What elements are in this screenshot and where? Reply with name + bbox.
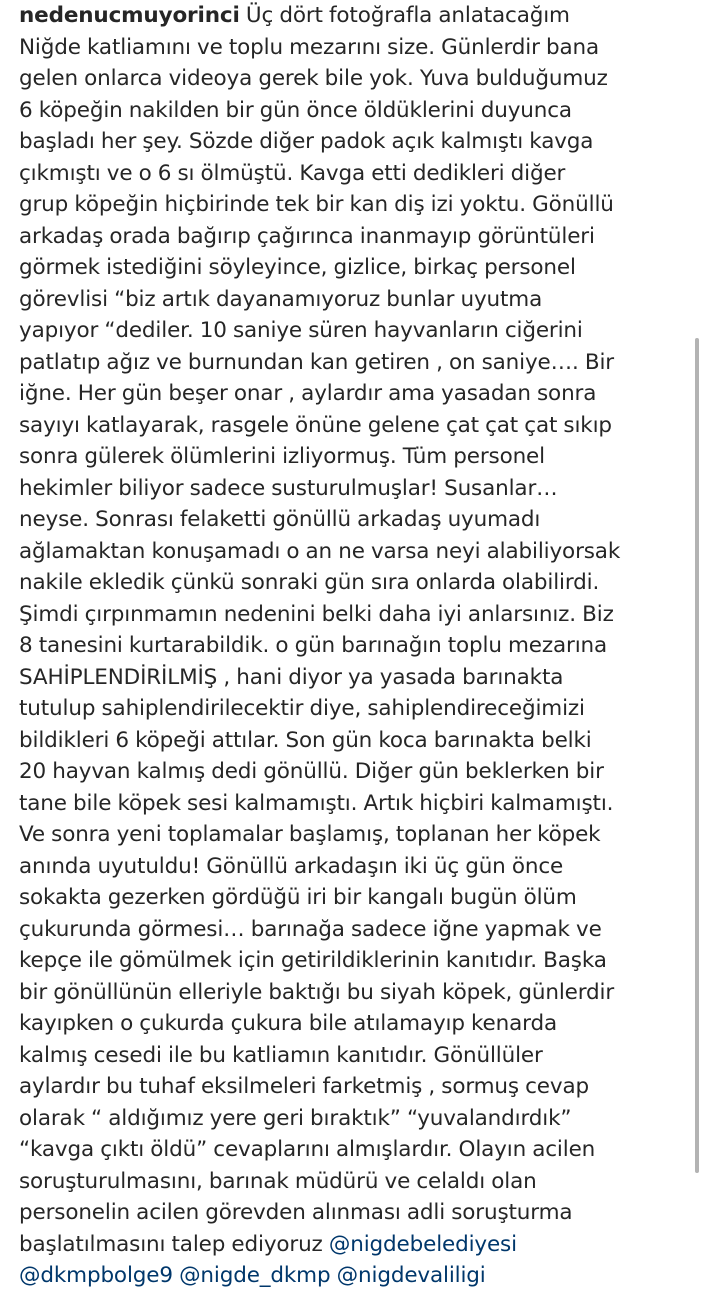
caption-line: Şimdi çırpınmamın nedenini belki daha iyi anlarsınız. Biz xyxy=(19,601,614,627)
caption-mention-line xyxy=(19,1260,701,1292)
caption-line: tutulup sahiplendirilecektir diye, sahiplendireceğimizi xyxy=(19,696,585,721)
caption-line: olarak “ aldığımız yere geri bıraktık” “yuvalandırdık” xyxy=(19,1105,572,1131)
caption-line: kepçe ile gömülmek için getirildiklerinin kanıtıdır. Başka xyxy=(19,948,607,973)
caption-line: tane bile köpek sesi kalmamıştı. Artık hiçbiri kalmamıştı. xyxy=(19,790,614,816)
caption-line: görevlisi “biz artık dayanamıyoruz bunlar uyutma xyxy=(19,286,543,312)
scrollbar[interactable] xyxy=(695,338,699,1173)
caption-line: 20 hayvan kalmış dedi gönüllü. Diğer gün beklerken bir xyxy=(19,759,604,784)
caption-line: Niğde katliamını ve toplu mezarını size. Günlerdir bana xyxy=(19,34,599,60)
mention-link[interactable]: @nigdebelediyesi xyxy=(328,1231,517,1257)
mention-link[interactable]: @dkmpbolge9 xyxy=(19,1263,173,1288)
caption-line: SAHİPLENDİRİLMİŞ , hani diyor ya yasada barınakta xyxy=(19,664,564,690)
caption-line: aylardır bu tuhaf eksilmeleri farketmiş , sormuş cevap xyxy=(19,1074,589,1099)
caption-line: iğne. Her gün beşer onar , aylardır ama yasadan sonra xyxy=(19,381,597,406)
caption-line: çıkmıştı ve o 6 sı ölmüştü. Kavga etti dedikleri diğer xyxy=(19,160,566,186)
caption-line: çukurunda görmesi… barınağa sadece iğne yapmak ve xyxy=(19,916,602,942)
caption-line: görmek istediğini söyleyince, gizlice, birkaç personel xyxy=(19,255,576,280)
caption-line: kalmış cesedi ile bu katliamın kanıtıdır. Gönüllüler xyxy=(19,1042,543,1068)
caption-line: 8 tanesini kurtarabildik. o gün barınağın toplu mezarına xyxy=(19,633,608,658)
caption-line: “kavga çıktı öldü” cevaplarını almışlardır. Olayın acilen xyxy=(19,1137,596,1162)
caption-line: ağlamaktan konuşamadı o an ne varsa neyi alabiliyorsak xyxy=(19,538,621,564)
caption-line: grup köpeğin hiçbirinde tek bir kan diş izi yoktu. Gönüllü xyxy=(19,192,614,217)
caption-line: bildikleri 6 köpeği attılar. Son gün koca barınakta belki xyxy=(19,727,592,753)
caption-line: soruşturulmasını, barınak müdürü ve celaldı olan xyxy=(19,1168,537,1194)
caption-line: anında uyutuldu! Gönüllü arkadaşın iki üç gün önce xyxy=(19,853,564,879)
caption-line: başladı her şey. Sözde diğer padok açık kalmıştı kavga xyxy=(19,129,594,154)
caption-mention-line xyxy=(19,1229,701,1261)
post-caption xyxy=(19,0,701,1292)
caption-line: 6 köpeğin nakilden bir gün önce öldüklerini duyunca xyxy=(19,97,572,123)
caption-line: sonra gülerek ölümlerini izliyormuş. Tüm personel xyxy=(19,444,545,469)
username-link[interactable]: nedenucmuyorinci xyxy=(19,3,240,28)
caption-line: patlatıp ağız ve burnundan kan getiren , on saniye…. Bir xyxy=(19,349,614,375)
caption-line: yapıyor “dediler. 10 saniye süren hayvanların ciğerini xyxy=(19,318,583,343)
caption-line: personelin acilen görevden alınması adli soruşturma xyxy=(19,1200,573,1225)
caption-line: hekimler biliyor sadece susturulmuşlar! Susanlar… xyxy=(19,475,558,501)
caption-line: sokakta gezerken gördüğü iri bir kangalı bugün ölüm xyxy=(19,885,577,910)
caption-line: neyse. Sonrası felaketti gönüllü arkadaş uyumadı xyxy=(19,507,541,532)
caption-first-line xyxy=(19,0,701,32)
caption-line: nakile ekledik çünkü sonraki gün sıra onlarda olabilirdi. xyxy=(19,570,600,595)
caption-text: başlatılmasını talep ediyoruz xyxy=(19,1231,329,1257)
caption-line: sayıyı katlayarak, rasgele önüne gelene çat çat çat sıkıp xyxy=(19,412,612,438)
caption-line: bir gönüllünün elleriyle baktığı bu siyah köpek, günlerdir xyxy=(19,979,615,1005)
caption-line: kayıpken o çukurda çukura bile atılamayıp kenarda xyxy=(19,1011,557,1036)
caption-line: Ve sonra yeni toplamalar başlamış, toplanan her köpek xyxy=(19,822,601,847)
mention-link[interactable]: @nigde_dkmp xyxy=(179,1263,331,1288)
caption-text: Üç dört fotoğrafla anlatacağım xyxy=(239,3,570,28)
caption-line: gelen onlarca videoya gerek bile yok. Yuva bulduğumuz xyxy=(19,66,608,91)
mention-link[interactable]: @nigdevaliligi xyxy=(336,1263,486,1288)
caption-line: arkadaş orada bağırıp çağırınca inanmayıp görüntüleri xyxy=(19,223,595,249)
